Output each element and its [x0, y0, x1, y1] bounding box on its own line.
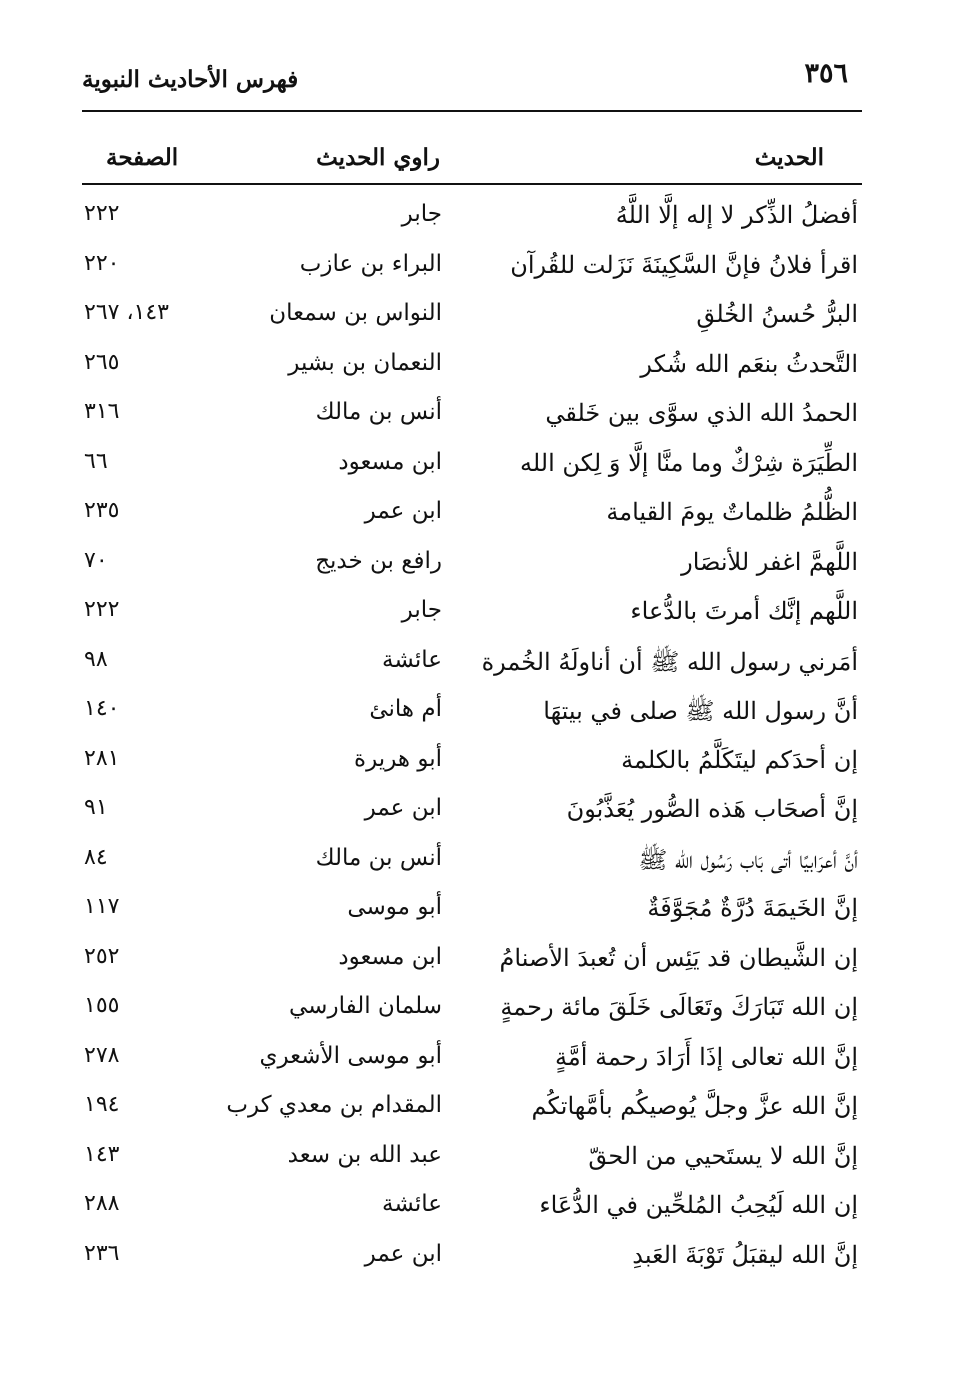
header-rule-divider: [82, 183, 862, 185]
hadith-text: إنَّ الله ليقبَلُ تَوْبَةَ العَبدِ: [632, 1240, 858, 1269]
page-number: ٣٥٦: [804, 58, 848, 89]
hadith-text: إن الشَّيطان قد يَئِس أن تُعبدَ الأصنامُ: [499, 943, 858, 972]
page-reference: ٢٨٨: [84, 1191, 120, 1216]
narrator-name: النعمان بن بشير: [288, 349, 442, 376]
page-reference: ٦٦: [84, 448, 108, 474]
table-row: [0, 193, 956, 243]
narrator-name: ابن مسعود: [338, 448, 442, 475]
page-reference: ٩١: [84, 795, 108, 820]
hadith-text: إنَّ الله عزَّ وجلَّ يُوصيكُم بأمَّهاتكُم: [531, 1092, 858, 1120]
hadith-text: الحمدُ الله الذي سوَّى بين خَلقي: [545, 399, 858, 427]
hadith-text: أفضلُ الذِّكر لا إله إلَّا اللَّهُ: [615, 201, 858, 229]
table-row: [0, 490, 956, 540]
narrator-name: أنس بن مالك: [315, 399, 442, 425]
narrator-name: عبد الله بن سعد: [287, 1141, 442, 1168]
table-row: [0, 936, 956, 986]
narrator-name: عائشة: [382, 1191, 442, 1217]
narrator-name: عائشة: [382, 646, 442, 673]
narrator-name: أنس بن مالك: [315, 844, 442, 871]
table-row: [0, 639, 956, 689]
hadith-text: إن الله تَبَارَكَ وتَعَالَى خَلَقَ مائة رحمةٍ: [500, 993, 858, 1021]
table-row: [0, 342, 956, 392]
page-reference: ٢٧٨: [84, 1042, 120, 1068]
hadith-text: اللَّهمَّ اغفر للأنصَار: [681, 547, 858, 576]
page-reference: ٢٦٥: [84, 349, 120, 375]
table-row: [0, 1134, 956, 1184]
table-row: [0, 441, 956, 491]
table-row: [0, 837, 956, 887]
hadith-text: البرُّ حُسنُ الخُلقِ: [696, 300, 858, 328]
page-reference: ١٥٥: [84, 993, 120, 1018]
hadith-text: اللَّهم إنَّك أمرتَ بالدُّعاء: [630, 597, 858, 625]
hadith-text: أمَرني رسول الله ﷺ أن أناولَهُ الخُمرة: [481, 647, 858, 676]
page-reference: ٢٢٢: [84, 201, 120, 226]
column-header-narrator: راوي الحديث: [316, 144, 440, 171]
narrator-name: النواس بن سمعان: [269, 300, 442, 326]
narrator-name: البراء بن عازب: [299, 250, 442, 277]
narrator-name: جابر: [401, 201, 442, 227]
hadith-text: الطِّيَرَة شِرْكٌ وما منَّا إلَّا وَ لِكن الله: [519, 448, 858, 477]
table-row: [0, 243, 956, 293]
hadith-text: إنَّ أصحَاب هَذه الصُّور يُعَذَّبُونَ: [566, 795, 858, 823]
hadith-text: إنَّ الله تعالى إذَا أَرَادَ رحمة أمَّةٍ: [555, 1042, 858, 1071]
hadith-text: اقرأ فلانُ فإنَّ السَّكِينَةَ نَزَلت للقُرآن: [510, 250, 858, 279]
table-row: [0, 292, 956, 342]
page-reference: ١٤٣: [84, 1141, 120, 1167]
narrator-name: ابن مسعود: [338, 943, 442, 970]
narrator-name: أبو موسى الأشعري: [259, 1042, 442, 1069]
hadith-text: إن أحدَكم ليتَكَلَّمُ بالكلمة: [621, 745, 858, 774]
page-reference: ٢٣٥: [84, 498, 120, 523]
table-row: [0, 738, 956, 788]
page-reference: ٩٨: [84, 646, 108, 672]
column-header-hadith: الحديث: [754, 144, 824, 171]
page-reference: ٧٠: [84, 547, 108, 573]
page-reference: ٢٥٢: [84, 943, 120, 969]
page-reference: ١٩٤: [84, 1092, 120, 1117]
page-reference: ٣١٦: [84, 399, 120, 424]
page-reference: ١٤٣، ٢٦٧: [84, 300, 169, 325]
narrator-name: أم هانئ: [369, 696, 442, 722]
table-row: [0, 787, 956, 837]
narrator-name: أبو موسى: [347, 894, 442, 920]
top-rule-divider: [82, 110, 862, 112]
table-row: [0, 688, 956, 738]
table-row: [0, 1183, 956, 1233]
table-row: [0, 1233, 956, 1283]
narrator-name: جابر: [401, 597, 442, 623]
table-row: [0, 985, 956, 1035]
page-reference: ٨٤: [84, 844, 108, 870]
table-row: [0, 540, 956, 590]
hadith-text: إنَّ الله لا يستَحيي من الحقّ: [588, 1141, 858, 1170]
page-reference: ١١٧: [84, 894, 120, 919]
hadith-text: التَّحدثُ بنعَم الله شُكر: [640, 349, 858, 378]
column-header-page: الصفحة: [106, 144, 179, 171]
page-reference: ١٤٠: [84, 696, 120, 721]
narrator-name: ابن عمر: [364, 498, 442, 524]
narrator-name: ابن عمر: [364, 795, 442, 821]
page-reference: ٢٨١: [84, 745, 120, 771]
table-row: [0, 1035, 956, 1085]
narrator-name: ابن عمر: [364, 1240, 442, 1267]
narrator-name: سلمان الفارسي: [289, 993, 442, 1019]
page-reference: ٢٣٦: [84, 1240, 120, 1266]
narrator-name: أبو هريرة: [354, 745, 442, 772]
hadith-text: إن الله لَيُحِبُ المُلحِّين في الدُّعَاء: [539, 1191, 858, 1219]
page-reference: ٢٢٠: [84, 250, 120, 276]
hadith-text: الظُّلمُ ظلماتٌ يومَ القيامة: [606, 498, 858, 526]
hadith-index-table: [0, 193, 956, 1282]
table-row: [0, 1084, 956, 1134]
table-row: [0, 589, 956, 639]
table-row: [0, 886, 956, 936]
hadith-text: أنَّ أعرَابيًا أتى بَاب رَسُول الله ﷺ: [638, 845, 858, 874]
page-reference: ٢٢٢: [84, 597, 120, 622]
hadith-text: إنَّ الخَيمَةَ دُرَّةٌ مُجَوَّفَةٌ: [647, 894, 858, 922]
table-row: [0, 391, 956, 441]
narrator-name: رافع بن خديج: [315, 547, 442, 574]
hadith-text: أنَّ رسول الله ﷺ صلى في بيتهَا: [543, 697, 858, 725]
running-title: فهرس الأحاديث النبوية: [82, 66, 299, 93]
narrator-name: المقدام بن معدي كرب: [226, 1092, 442, 1118]
